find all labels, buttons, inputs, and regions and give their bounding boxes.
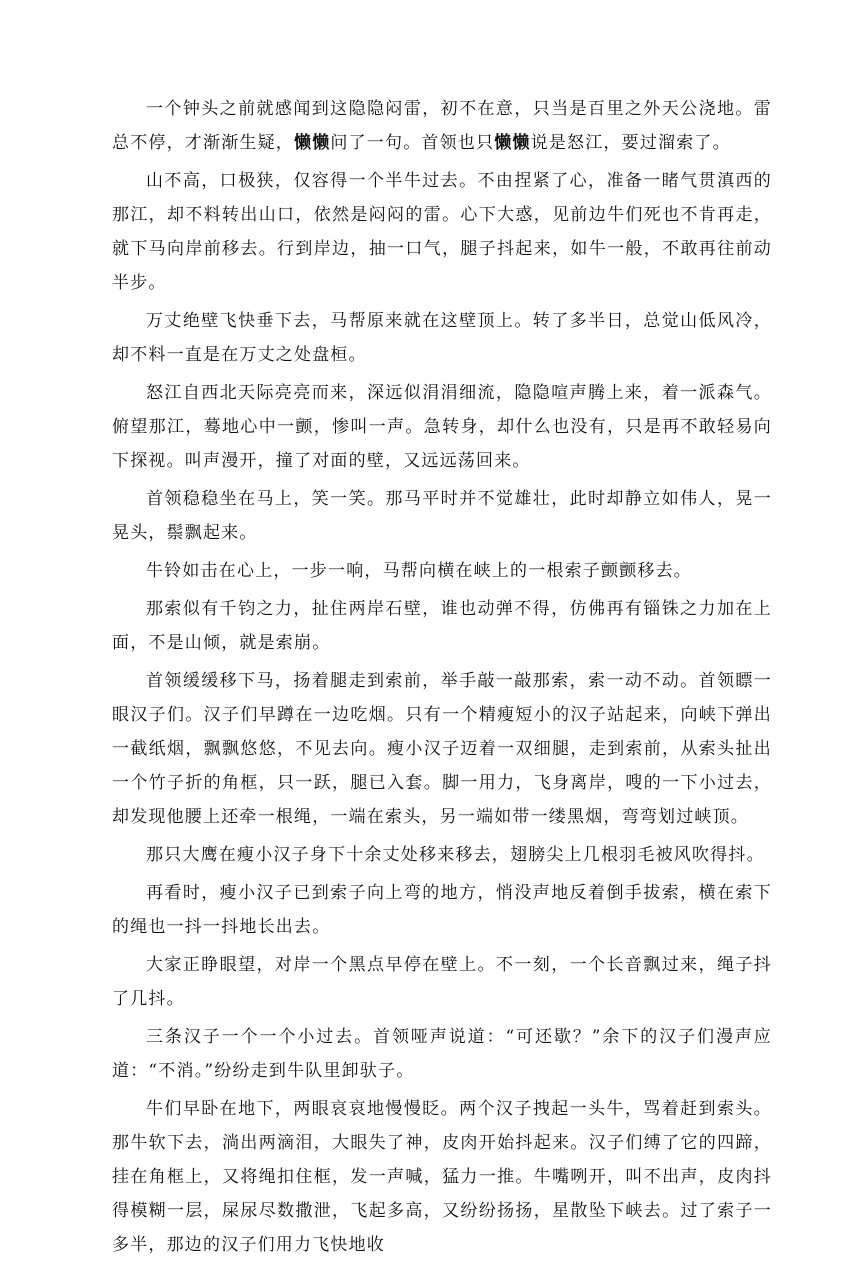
text-run: 再看时，瘦小汉子已到索子向上弯的地方，悄没声地反着倒手拔索，横在索下的绳也一抖一抖地长出去。	[112, 883, 772, 937]
text-run: 问了一句。首领也只	[330, 133, 495, 153]
document-page	[112, 92, 772, 1266]
paragraph	[112, 664, 772, 834]
text-run: 山不高，口极狭，仅容得一个半牛过去。不由捏紧了心，准备一睹气贯滇西的那江，却不料转出山口，依然是闷闷的雷。心下大惑，见前边牛们死也不肯再走，就下马向岸前移去。行到岸边，抽一口气，腿子抖起来，如牛一般，不敢再往前动半步。	[112, 171, 772, 293]
paragraph	[112, 838, 772, 872]
paragraph	[112, 92, 772, 160]
text-run: 大家正睁眼望，对岸一个黑点早停在壁上。不一刻，一个长音飘过来，绳子抖了几抖。	[112, 955, 772, 1009]
paragraph	[112, 1092, 772, 1262]
text-run: 三条汉子一个一个小过去。首领哑声说道：“可还歇？”余下的汉子们漫声应道：“不消。”纷纷走到牛队里卸驮子。	[112, 1027, 772, 1081]
bold-text: 懒懒	[494, 133, 531, 153]
paragraph	[112, 554, 772, 588]
paragraph	[112, 876, 772, 944]
text-run: 那索似有千钧之力，扯住两岸石壁，谁也动弹不得，仿佛再有锱铢之力加在上面，不是山倾，就是索崩。	[112, 599, 772, 653]
text-run: 说是怒江，要过溜索了。	[530, 133, 731, 153]
paragraph	[112, 376, 772, 478]
paragraph	[112, 304, 772, 372]
paragraph	[112, 1020, 772, 1088]
text-run: 那只大鹰在瘦小汉子身下十余丈处移来移去，翅膀尖上几根羽毛被风吹得抖。	[146, 845, 765, 865]
bold-text: 懒懒	[294, 133, 331, 153]
text-run: 万丈绝壁飞快垂下去，马帮原来就在这壁顶上。转了多半日，总觉山低风冷，却不料一直是在万丈之处盘桓。	[112, 311, 772, 365]
paragraph	[112, 592, 772, 660]
paragraph	[112, 164, 772, 300]
text-run: 首领稳稳坐在马上，笑一笑。那马平时并不觉雄壮，此时却静立如伟人，晃一晃头，鬃飘起来。	[112, 489, 772, 543]
text-run: 牛们早卧在地下，两眼哀哀地慢慢眨。两个汉子拽起一头牛，骂着赶到索头。那牛软下去，淌出两滴泪，大眼失了神，皮肉开始抖起来。汉子们缚了它的四蹄，挂在角框上，又将绳扣住框，发一声喊，猛力一推。牛嘴咧开，叫不出声，皮肉抖得模糊一层，屎尿尽数撒泄，飞起多高，又纷纷扬扬，星散坠下峡去。过了索子一多半，那边的汉子们用力飞快地收	[112, 1099, 772, 1255]
paragraph	[112, 948, 772, 1016]
text-run: 一个钟头之前就感闻到这隐隐闷雷，初不在意，只当是百里之外天公浇地。雷总不停，才渐渐生疑，	[112, 99, 772, 153]
text-run: 首领缓缓移下马，扬着腿走到索前，举手敲一敲那索，索一动不动。首领瞟一眼汉子们。汉子们早蹲在一边吃烟。只有一个精瘦短小的汉子站起来，向峡下弹出一截纸烟，飘飘悠悠，不见去向。瘦小汉子迈着一双细腿，走到索前，从索头扯出一个竹子折的角框，只一跃，腿已入套。脚一用力，飞身离岸，嗖的一下小过去，却发现他腰上还牵一根绳，一端在索头，另一端如带一缕黑烟，弯弯划过峡顶。	[112, 671, 772, 827]
text-run: 牛铃如击在心上，一步一响，马帮向横在峡上的一根索子颤颤移去。	[146, 561, 692, 581]
text-run: 怒江自西北天际亮亮而来，深远似涓涓细流，隐隐喧声腾上来，着一派森气。俯望那江，蓦地心中一颤，惨叫一声。急转身，却什么也没有，只是再不敢轻易向下探视。叫声漫开，撞了对面的壁，又远远荡回来。	[112, 383, 772, 471]
paragraph	[112, 482, 772, 550]
